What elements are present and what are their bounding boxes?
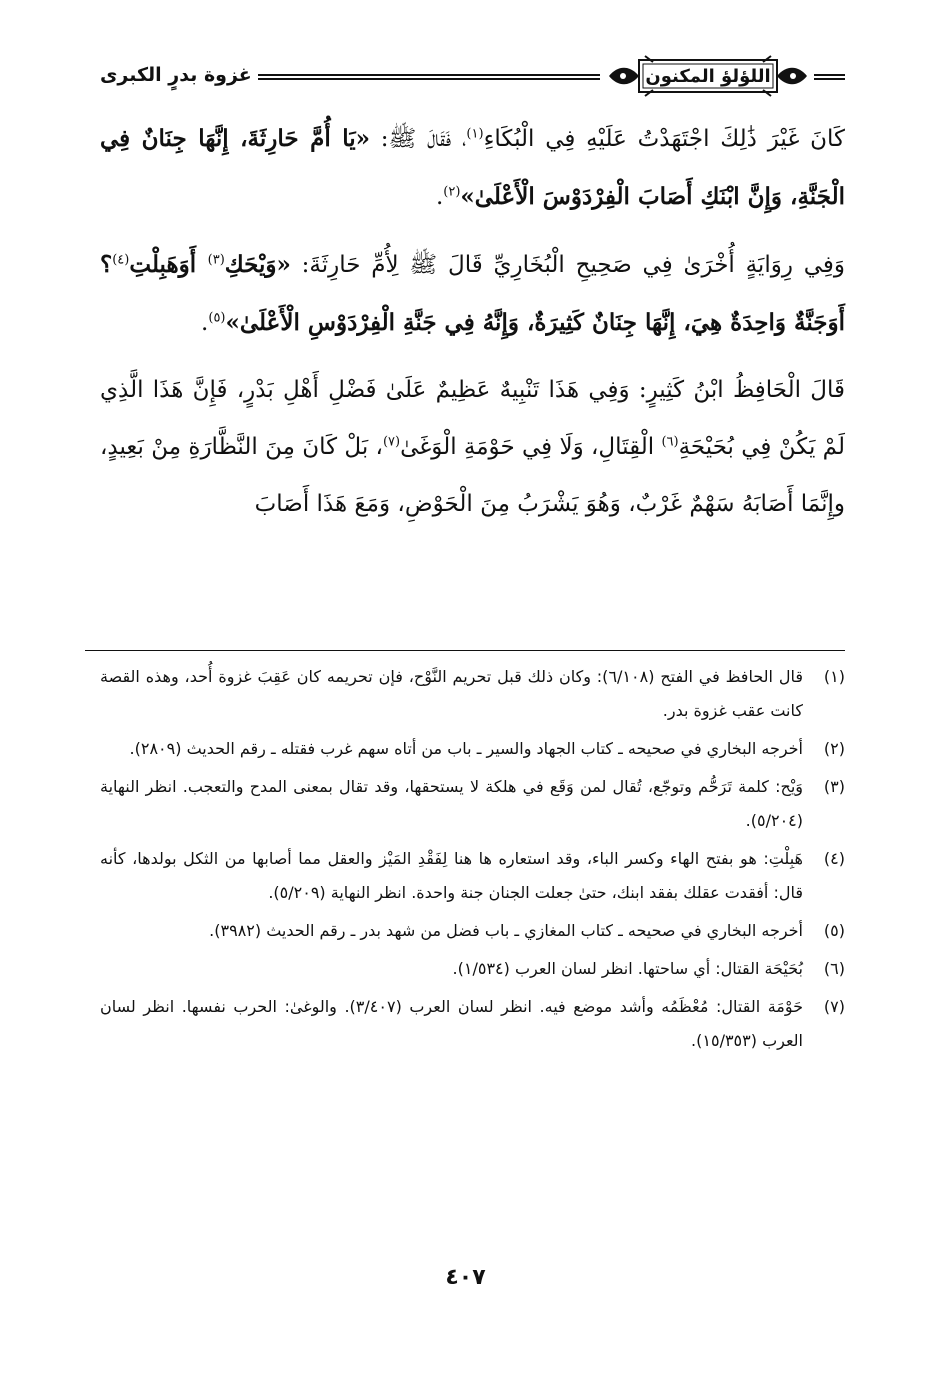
header-rule-right <box>814 74 845 80</box>
footnote-text: بُحَيْحَة القتال: أي ساحتها. انظر لسان العرب (١/٥٣٤). <box>452 959 803 978</box>
footnote-number: (٦) <box>823 959 845 978</box>
footnote-number: (١) <box>823 667 845 686</box>
footnote-7 <box>100 990 845 1058</box>
running-header <box>100 52 845 102</box>
footnote-text: أخرجه البخاري في صحيحه ـ كتاب المغازي ـ باب فضل من شهد بدر ـ رقم الحديث (٣٩٨٢). <box>209 921 803 940</box>
main-text <box>100 110 845 533</box>
footnote-6 <box>100 952 845 986</box>
footnote-text: وَيْح: كلمة تَرَحُّم وتوجّع، تُقال لمن وَقَع في هلكة لا يستحقها، وقد تقال بمعنى المدح والتعجب. انظر النهاية (٥/٢٠٤). <box>100 777 803 830</box>
text-run: . <box>201 310 209 336</box>
footnote-5 <box>100 914 845 948</box>
text-run: ، بَلْ كَانَ مِنَ النَّظَّارَةِ مِنْ بَعِيدٍ، وإِنَّمَا أَصَابَهُ سَهْمٌ غَرْبٌ، وَهُوَ يَشْرَبُ مِنَ الْحَوْضِ، وَمَعَ هَذَا أَصَابَ <box>100 434 845 517</box>
footnote-ref-3[interactable]: (٣) <box>207 252 225 268</box>
footnote-text: هَبِلْتِ: هو بفتح الهاء وكسر الباء، وقد استعاره ها هنا لِفَقْدِ المَيْز والعقل مما أصابها من الثكل بولدها، كأنه قال: أفقدت عقلك بفقد ابنك، حتىٰ جعلت الجنان جنة واحدة. انظر النهاية (٥/٢٠٩). <box>100 849 803 902</box>
hadith-quote: «يَا أُمَّ حَارِثَةَ، إِنَّهَا جِنَانٌ فِي الْجَنَّةِ، وَإِنَّ ابْنَكِ أَصَابَ الْفِرْدَوْسَ الْأَعْلَىٰ» <box>100 125 845 210</box>
hadith-quote: أَوَهَبِلْتِ <box>129 251 208 278</box>
footnote-number: (٣) <box>823 777 845 796</box>
footnote-4 <box>100 842 845 910</box>
hadith-quote: ؟ أَوَجَنَّةٌ وَاحِدَةٌ هِيَ، إِنَّهَا جِنَانٌ كَثِيرَةٌ، وَإِنَّهُ فِي جَنَّةِ الْفِرْدَوْسِ الْأَعْلَىٰ» <box>100 251 845 336</box>
book-title: اللؤلؤ المكنون <box>645 65 771 87</box>
chapter-title: غزوة بدرٍ الكبرى <box>100 64 252 86</box>
text-run: كَانَ غَيْرَ ذَٰلِكَ اجْتَهَدْتُ عَلَيْهِ فِي الْبُكَاءِ <box>483 126 846 152</box>
paragraph-1 <box>100 110 845 226</box>
footnote-ref-4[interactable]: (٤) <box>112 252 130 268</box>
text-run: الْقِتَالِ، وَلَا فِي حَوْمَةِ الْوَغَىٰ <box>400 434 662 460</box>
text-run: وَفِي رِوَايَةٍ أُخْرَىٰ فِي صَحِيحِ الْبُخَارِيِّ قَالَ ﷺ لِأُمِّ حَارِثَةَ: <box>290 252 845 278</box>
footnote-number: (٢) <box>823 739 845 758</box>
text-run: ، فَقَالَ ﷺ: <box>370 126 467 152</box>
footnote-ref-1[interactable]: (١) <box>466 126 484 142</box>
footnote-ref-6[interactable]: (٦) <box>661 434 679 450</box>
hadith-quote: «وَيْحَكِ <box>224 251 291 278</box>
header-rule-left <box>258 74 600 80</box>
footnote-divider <box>85 650 845 651</box>
footnote-2 <box>100 732 845 766</box>
footnote-ref-7[interactable]: (٧) <box>382 434 401 450</box>
text-run: قَالَ الْحَافِظُ ابْنُ كَثِيرٍ: وَفِي هَذَا تَنْبِيهٌ عَظِيمٌ عَلَىٰ فَضْلِ أَهْلِ بَدْرٍ، فَإِنَّ هَذَا الَّذِي لَمْ يَكُنْ فِي بُحَيْحَةِ <box>100 377 845 460</box>
footnote-number: (٥) <box>823 921 845 940</box>
paragraph-3 <box>100 362 845 533</box>
page-number: ٤٠٧ <box>445 1265 486 1290</box>
paragraph-2 <box>100 236 845 352</box>
footnote-1 <box>100 660 845 728</box>
book-title-ornament <box>605 52 811 100</box>
footnotes <box>100 660 845 1062</box>
footnote-text: قال الحافظ في الفتح (٦/١٠٨): وكان ذلك قبل تحريم النَّوْح، فإن تحريمه كان عَقِبَ غزوة أُحد، وهذه القصة كانت عقب غزوة بدر. <box>100 667 804 720</box>
footnote-text: أخرجه البخاري في صحيحه ـ كتاب الجهاد والسير ـ باب من أتاه سهم غرب فقتله ـ رقم الحديث (٢٨٠٩). <box>129 739 803 758</box>
footnote-ref-5[interactable]: (٥) <box>208 310 226 326</box>
footnote-number: (٤) <box>823 849 845 868</box>
footnote-ref-2[interactable]: (٢) <box>443 184 461 200</box>
text-run: . <box>435 184 444 210</box>
footnote-3 <box>100 770 845 838</box>
footnote-text: حَوْمَة القتال: مُعْظَمُه وأشد موضع فيه. انظر لسان العرب (٣/٤٠٧). والوغىٰ: الحرب نفسها. انظر لسان العرب (١٥/٣٥٣). <box>100 997 804 1050</box>
footnote-number: (٧) <box>823 997 845 1016</box>
